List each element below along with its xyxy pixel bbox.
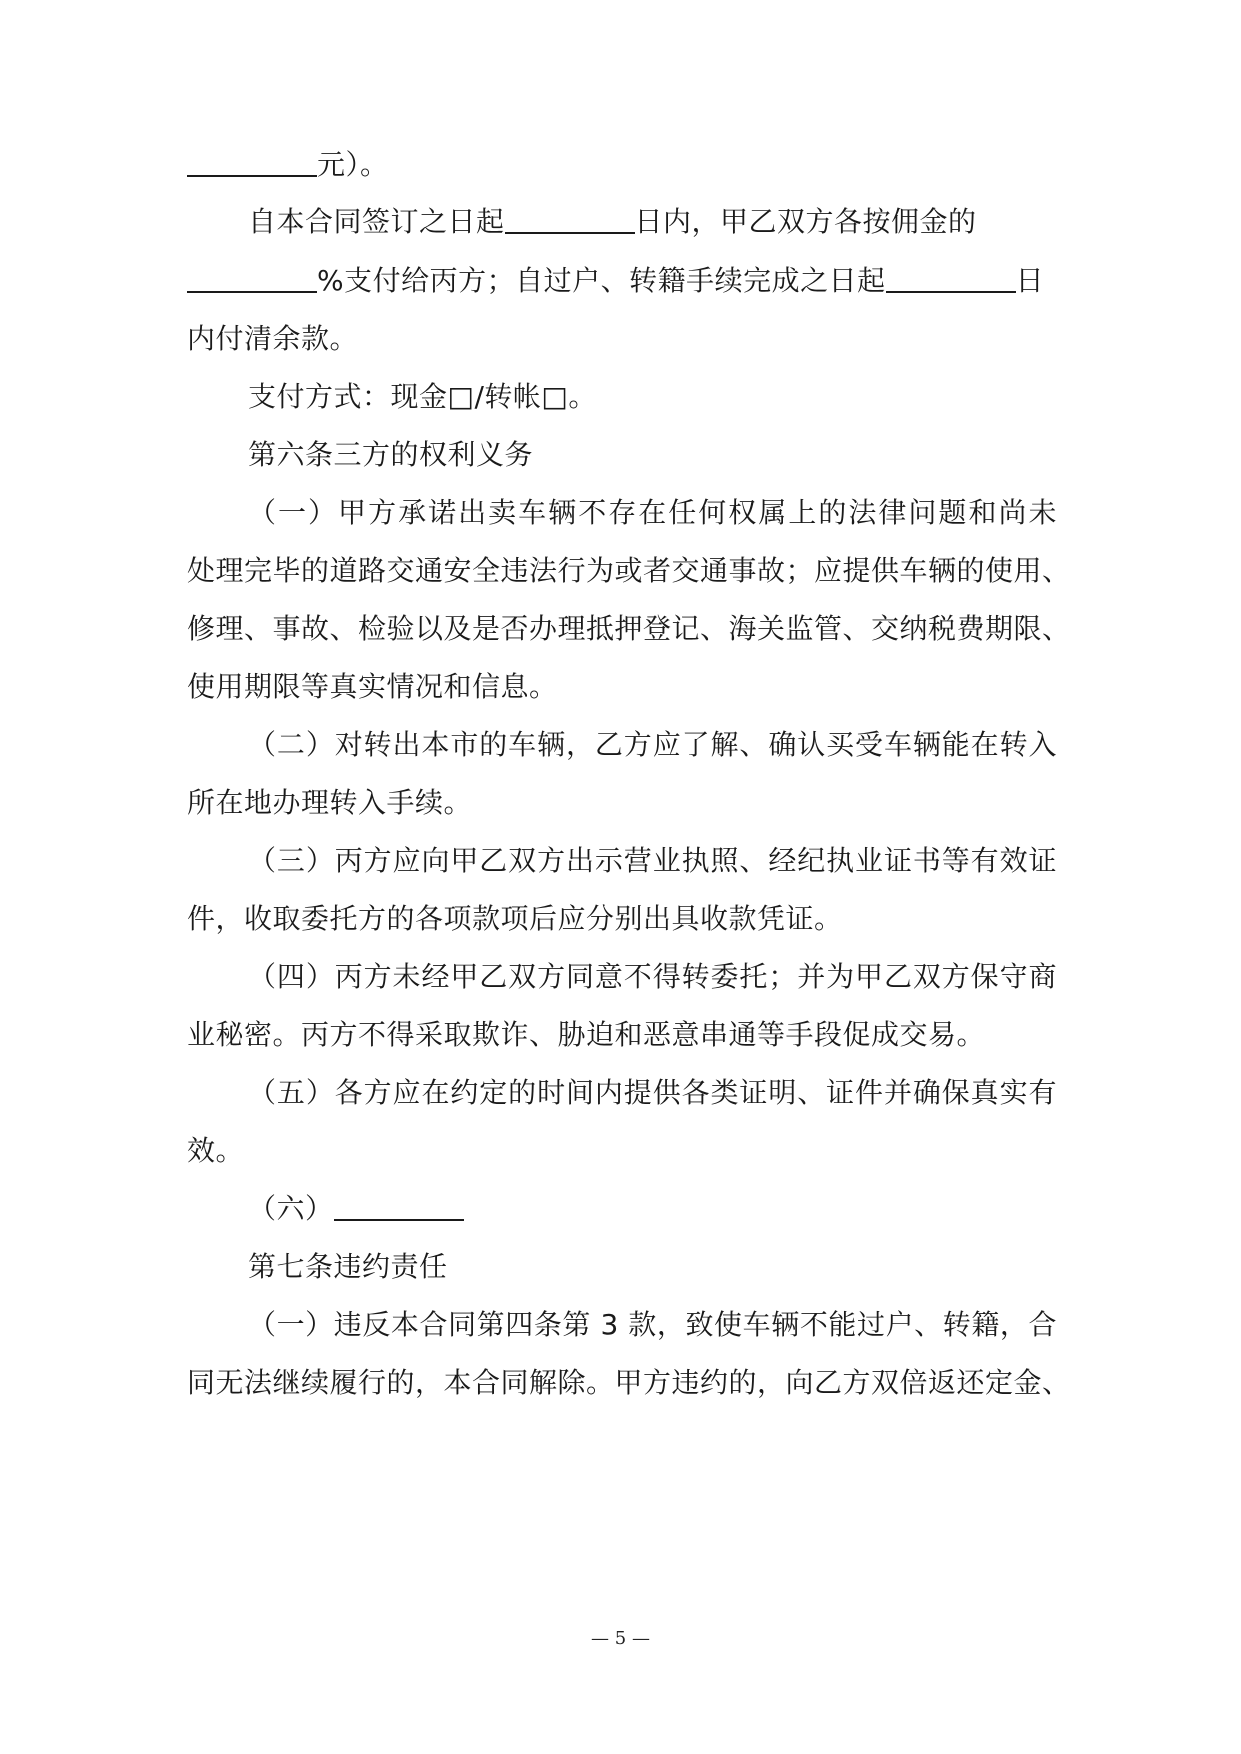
- section-heading: 第七条违约责任: [248, 1250, 448, 1283]
- text-line: 效。: [187, 1134, 245, 1167]
- fill-in-blank[interactable]: [334, 1189, 464, 1221]
- text-line: 业秘密。丙方不得采取欺诈、胁迫和恶意串通等手段促成交易。: [187, 1018, 986, 1051]
- section-heading: 第六条三方的权利义务: [248, 438, 534, 471]
- text-line: （三）丙方应向甲乙双方出示营业执照、经纪执业证书等有效证: [248, 844, 1057, 877]
- text-line: 处理完毕的道路交通安全违法行为或者交通事故；应提供车辆的使用、: [187, 554, 1071, 587]
- text-line: （二）对转出本市的车辆，乙方应了解、确认买受车辆能在转入: [248, 728, 1057, 761]
- fill-in-blank[interactable]: [187, 145, 317, 177]
- text-line: 修理、事故、检验以及是否办理抵押登记、海关监管、交纳税费期限、: [187, 612, 1071, 645]
- text-line: 同无法继续履行的，本合同解除。甲方违约的，向乙方双倍返还定金、: [187, 1366, 1071, 1399]
- text-line: 自本合同签订之日起 日内，甲乙双方各按佣金的: [248, 200, 1057, 244]
- text-line: （四）丙方未经甲乙双方同意不得转委托；并为甲乙双方保守商: [248, 960, 1057, 993]
- text-line: （五）各方应在约定的时间内提供各类证明、证件并确保真实有: [248, 1076, 1057, 1109]
- text-line: 元）。: [187, 143, 1057, 187]
- text-line: 支付方式：现金□/转帐□。: [248, 380, 597, 413]
- fill-in-blank[interactable]: [187, 261, 317, 293]
- fill-in-blank[interactable]: [886, 261, 1016, 293]
- fill-in-blank[interactable]: [505, 202, 635, 234]
- text-line: （一）违反本合同第四条第 3 款，致使车辆不能过户、转籍，合: [248, 1308, 1057, 1341]
- text-line: 所在地办理转入手续。: [187, 786, 473, 819]
- text-line: 内付清余款。: [187, 322, 359, 355]
- text-line: （一）甲方承诺出卖车辆不存在任何权属上的法律问题和尚未: [248, 496, 1057, 529]
- text-line: 件，收取委托方的各项款项后应分别出具收款凭证。: [187, 902, 843, 935]
- text-line: 使用期限等真实情况和信息。: [187, 670, 558, 703]
- page-number: — 5 —: [591, 1628, 650, 1649]
- text-line: %支付给丙方；自过户、转籍手续完成之日起 日: [187, 259, 1057, 303]
- text-line: （六）: [248, 1187, 1057, 1231]
